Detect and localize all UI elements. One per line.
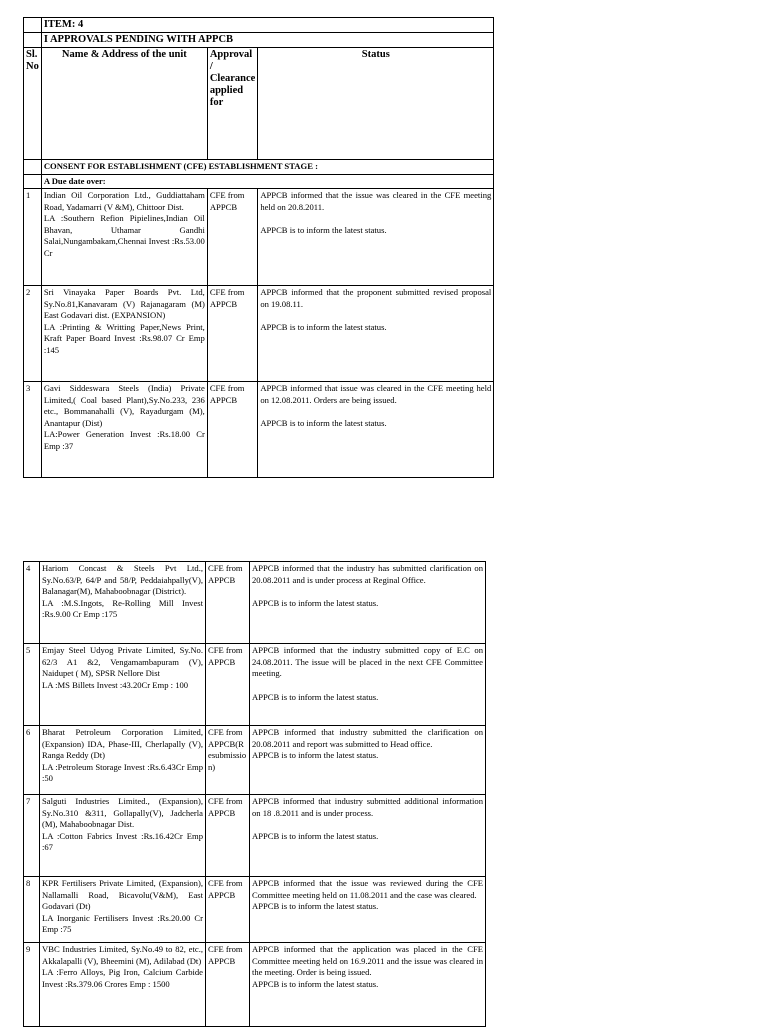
row-sl: 1 [24,189,42,286]
stage-title: CONSENT FOR ESTABLISHMENT (CFE) ESTABLISHMENT STAGE : [41,160,493,175]
pending-approvals-table-part-1 [23,17,494,478]
row-status: APPCB informed that the industry submitted copy of E.C on 24.08.2011. The issue will be placed in the next CFE Committee meeting. APPCB is to inform the latest status. [250,644,486,726]
row-name-address: Indian Oil Corporation Ltd., Guddiattaham Road, Yadamarri (V &M), Chittoor Dist. LA :Southern Refion Pipielines,Indian Oil Bhavan, Uthamar Gandhi Salai,Nungambakam,Chennai Invest :Rs.53.00 Cr [41,189,207,286]
row-approval: CFE from APPCB [206,562,250,644]
row-name-address: Hariom Concast & Steels Pvt Ltd., Sy.No.63/P, 64/P and 58/P, Peddaiahpally(V), Balanagar(M), Mahaboobnagar (District). LA :M.S.Ingots, Re-Rolling Mill Invest :Rs.9.00 Cr Emp :175 [40,562,206,644]
row-approval: CFE from APPCB [206,877,250,943]
row-name-address: VBC Industries Limited, Sy.No.49 to 82, etc., Akkalapalli (V), Bheemini (M), Adilabad (Dt) LA :Ferro Alloys, Pig Iron, Calcium Carbide Invest :Rs.379.06 Crores Emp : 1500 [40,943,206,1027]
table-row [24,795,486,877]
row-name-address: KPR Fertilisers Private Limited, (Expansion), Nallamalli Road, Bicavolu(V&M), East Godavari (Dt) LA Inorganic Fertilisers Invest :Rs.20.00 Cr Emp :75 [40,877,206,943]
table-row [24,877,486,943]
row-status: APPCB informed that industry submitted additional information on 18 .8.2011 and is under process. APPCB is to inform the latest status. [250,795,486,877]
header-name-address: Name & Address of the unit [41,48,207,160]
header-sl-no: Sl. No [24,48,42,160]
row-status: APPCB informed that the issue was cleared in the CFE meeting held on 20.8.2011. APPCB is to inform the latest status. [258,189,494,286]
header-status: Status [258,48,494,160]
row-status: APPCB informed that issue was cleared in the CFE meeting held on 12.08.2011. Orders are being issued. APPCB is to inform the latest status. [258,382,494,478]
row-approval: CFE from APPCB [207,286,257,382]
row-sl: 7 [24,795,40,877]
row-sl: 6 [24,726,40,795]
row-sl: 8 [24,877,40,943]
row-status: APPCB informed that the issue was reviewed during the CFE Committee meeting held on 11.08.2011 and the case was cleared. APPCB is to inform the latest status. [250,877,486,943]
table-row [24,726,486,795]
row-status: APPCB informed that industry submitted the clarification on 20.08.2011 and report was submitted to Head office. APPCB is to inform the latest status. [250,726,486,795]
row-sl: 3 [24,382,42,478]
row-status: APPCB informed that the application was placed in the CFE Committee meeting held on 16.9.2011 and the issue was cleared in the meeting. Order is being issued. APPCB is to inform the latest status. [250,943,486,1027]
subsection-title: A Due date over: [41,174,493,189]
row-approval: CFE from APPCB [206,795,250,877]
item-title: ITEM: 4 [41,18,493,33]
row-approval: CFE from APPCB [207,382,257,478]
row-name-address: Emjay Steel Udyog Private Limited, Sy.No. 62/3 A1 &2, Vengamambapuram (V), Naidupet ( M), SPSR Nellore Dist LA :MS Billets Invest :43.20Cr Emp : 100 [40,644,206,726]
table-row [24,943,486,1027]
row-name-address: Salguti Industries Limited., (Expansion), Sy.No.310 &311, Gollapally(V), Jadcherla (M), Mahaboobnagar Dist. LA :Cotton Fabrics Invest :Rs.16.42Cr Emp :67 [40,795,206,877]
row-approval: CFE from APPCB [206,644,250,726]
table-row [24,189,494,286]
row-name-address: Sri Vinayaka Paper Boards Pvt. Ltd, Sy.No.81,Kanavaram (V) Rajanagaram (M) East Godavari dist. (EXPANSION) LA :Printing & Writting Paper,News Print, Kraft Paper Board Invest :Rs.98.07 Cr Emp :145 [41,286,207,382]
row-sl: 4 [24,562,40,644]
row-approval: CFE from APPCB [206,943,250,1027]
row-name-address: Bharat Petroleum Corporation Limited, (Expansion) IDA, Phase-III, Cherlapally (V), Ranga Reddy (Dt) LA :Petroleum Storage Invest :Rs.6.43Cr Emp :50 [40,726,206,795]
row-sl: 2 [24,286,42,382]
row-name-address: Gavi Siddeswara Steels (India) Private Limited,( Coal based Plant),Sy.No.233, 236 etc., Bommanahalli (V), Rayadurgam (M), Anantapur (Dist) LA:Power Generation Invest :Rs.18.00 Cr Emp :37 [41,382,207,478]
row-sl: 5 [24,644,40,726]
row-status: APPCB informed that the proponent submitted revised proposal on 19.08.11. APPCB is to inform the latest status. [258,286,494,382]
row-approval: CFE from APPCB(Resubmission) [206,726,250,795]
table-row [24,562,486,644]
table-row [24,644,486,726]
row-approval: CFE from APPCB [207,189,257,286]
header-approval: Approval / Clearance applied for [207,48,257,160]
section-title: I APPROVALS PENDING WITH APPCB [41,33,493,48]
row-status: APPCB informed that the industry has submitted clarification on 20.08.2011 and is under process at Reginal Office. APPCB is to inform the latest status. [250,562,486,644]
table-row [24,286,494,382]
pending-approvals-table-part-2 [23,561,486,1027]
table-row [24,382,494,478]
row-sl: 9 [24,943,40,1027]
